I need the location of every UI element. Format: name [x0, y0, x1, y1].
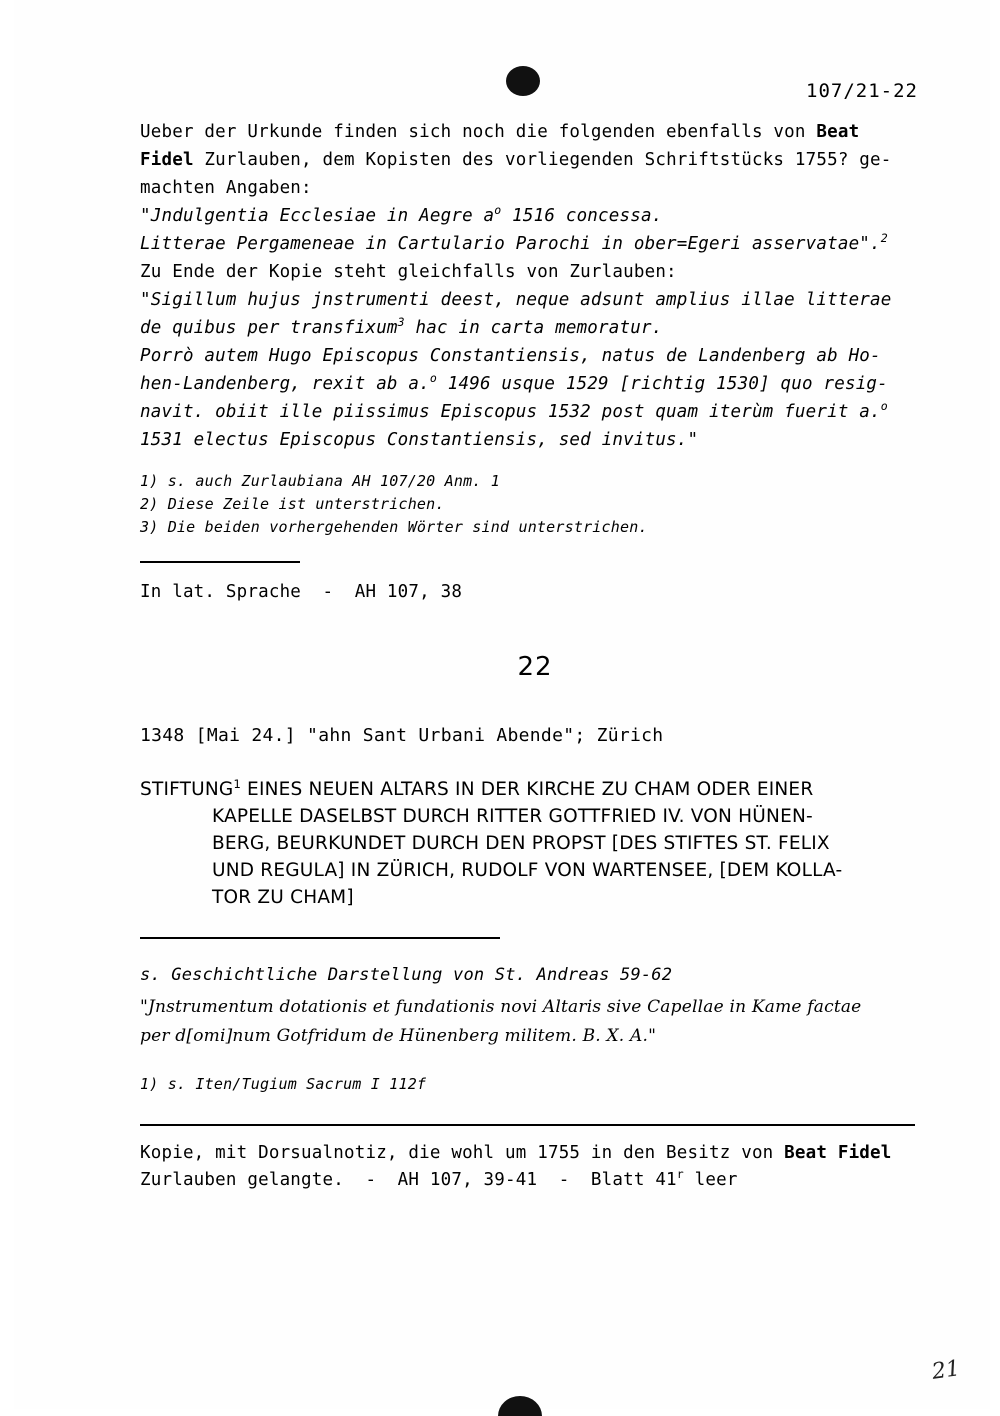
intro-text-1: Ueber der Urkunde finden sich noch die folgenden ebenfalls von — [140, 122, 817, 142]
quote2-line1: "Sigillum hujus jnstrumenti deest, neque adsunt amplius illae litterae — [140, 290, 892, 310]
regest-line-3: BERG, BEURKUNDET DURCH DEN PROPST [DES STIFTES ST. FELIX — [212, 833, 830, 854]
degree-marker-3: o — [880, 399, 888, 414]
quote1-line2: Litterae Pergameneae in Cartulario Parochi in ober=Egeri asservatae". — [140, 234, 881, 254]
paragraph-zuende: Zu Ende der Kopie steht gleichfalls von Zurlauben: — [140, 262, 677, 282]
script-line-2: per d[omi]num Gotfridum de Hünenberg militem. B. X. A." — [140, 1026, 657, 1046]
provenance-text-2: Zurlauben gelangte. - AH 107, 39-41 - Blatt 41 — [140, 1170, 677, 1190]
footnote-3: 3) Die beiden vorhergehenden Wörter sind unterstrichen. — [140, 518, 648, 536]
quote1-line1: "Jndulgentia Ecclesiae in Aegre a — [140, 206, 495, 226]
quote-sigillum — [140, 286, 930, 454]
divider-rule-1 — [140, 561, 300, 563]
regest-line1-rest: EINES NEUEN ALTARS IN DER KIRCHE ZU CHAM ODER EINER — [240, 779, 814, 800]
quote2-line4b: 1496 usque 1529 [richtig 1530] quo resig- — [437, 374, 888, 394]
section-regest — [140, 776, 930, 911]
quote-indulgentia — [140, 202, 930, 258]
quote2-line5a: navit. obiit ille piissimus Episcopus 1532 post quam iterùm fuerit a. — [140, 402, 881, 422]
punch-hole-bottom-icon — [498, 1396, 542, 1416]
degree-marker-2: o — [429, 371, 437, 386]
quote2-line6: 1531 electus Episcopus Constantiensis, sed invitus." — [140, 430, 699, 450]
folio-number: 107/21-22 — [806, 80, 918, 102]
footnote-1b: 1) s. Iten/Tugium Sacrum I 112f — [140, 1075, 427, 1093]
section-date-line: 1348 [Mai 24.] "ahn Sant Urbani Abende"; Zürich — [140, 725, 664, 746]
footnote-ref-2: 2 — [880, 231, 888, 246]
regest-line-2: KAPELLE DASELBST DURCH RITTER GOTTFRIED IV. VON HÜNEN- — [212, 806, 813, 827]
pencil-page-mark: 21 — [930, 1356, 962, 1385]
quote2-line4a: hen-Landenberg, rexit ab a. — [140, 374, 430, 394]
provenance-note — [140, 1140, 930, 1194]
divider-rule-2 — [140, 937, 500, 939]
intro-text-3: machten Angaben: — [140, 178, 312, 198]
footnote-block-1 — [140, 470, 930, 539]
document-content — [140, 118, 930, 1194]
punch-hole-top-icon — [506, 66, 540, 96]
regest-line-4: UND REGULA] IN ZÜRICH, RUDOLF VON WARTENSEE, [DEM KOLLA- — [212, 860, 843, 881]
quote2-line2a: de quibus per transfixum — [140, 318, 398, 338]
quote2-line3: Porrò autem Hugo Episcopus Constantiensis, natus de Landenberg ab Ho- — [140, 346, 881, 366]
latin-script-quote — [140, 993, 930, 1051]
name-beat: Beat — [816, 122, 860, 142]
folio-side-marker: r — [676, 1167, 684, 1182]
degree-marker-1: o — [494, 203, 502, 218]
provenance-text-1: Kopie, mit Dorsualnotiz, die wohl um 1755 in den Besitz von — [140, 1143, 785, 1163]
footnote-1: 1) s. auch Zurlaubiana AH 107/20 Anm. 1 — [140, 472, 500, 490]
intro-text-2: Zurlauben, dem Kopisten des vorliegenden Schriftstücks 1755? ge- — [193, 150, 892, 170]
name-beat-fidel: Beat Fidel — [784, 1143, 892, 1163]
regest-line-1 — [140, 776, 930, 803]
script-line-1: "Jnstrumentum dotationis et fundationis novi Altaris sive Capellae in Kame factae — [140, 997, 862, 1017]
scan-edge-right — [990, 0, 1000, 1409]
regest-keyword: STIFTUNG — [140, 779, 234, 800]
quote1-line1b: 1516 concessa. — [501, 206, 663, 226]
regest-line-5: TOR ZU CHAM] — [212, 887, 354, 908]
section-number: 22 — [517, 652, 553, 682]
literature-reference: s. Geschichtliche Darstellung von St. Andreas 59-62 — [140, 965, 673, 985]
footnote-ref-3: 3 — [397, 315, 405, 330]
name-fidel: Fidel — [140, 150, 194, 170]
paragraph-intro — [140, 118, 930, 202]
language-note: In lat. Sprache - AH 107, 38 — [140, 582, 463, 602]
footnote-2: 2) Diese Zeile ist unterstrichen. — [140, 495, 445, 513]
quote2-line2b: hac in carta memoratur. — [404, 318, 663, 338]
footnote-ref-1b: 1 — [233, 776, 241, 791]
scan-edge-left — [0, 0, 14, 1409]
divider-rule-3 — [140, 1124, 915, 1126]
provenance-text-3: leer — [683, 1170, 738, 1190]
